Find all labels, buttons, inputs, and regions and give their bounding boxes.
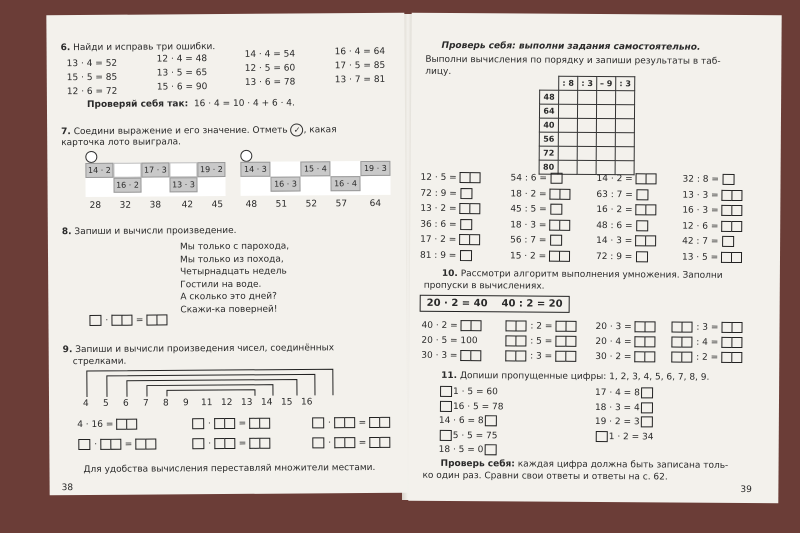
card1-mark-circle[interactable] bbox=[85, 151, 97, 163]
card2-cell: 16 · 4 bbox=[330, 176, 360, 191]
ex11-colB[interactable]: 17 · 4 = 8 18 · 3 = 4 19 · 2 = 3 1 · 2 = 34 bbox=[594, 388, 654, 442]
card2-cell: 15 · 4 bbox=[300, 161, 330, 176]
ex9-number: 15 bbox=[281, 397, 293, 408]
task-top-line1: Выполни вычисления по порядку и запиши результаты в таб- bbox=[425, 54, 721, 67]
ex7-number: 52 bbox=[305, 199, 318, 210]
ex7-number: 32 bbox=[119, 200, 132, 211]
ex9-arrows bbox=[79, 365, 369, 399]
ex9-answer-row[interactable]: · = bbox=[311, 417, 391, 430]
left-page bbox=[46, 13, 407, 495]
check-circle-icon: ✓ bbox=[291, 123, 304, 136]
check-top: Проверь себя: выполни задания самостоятельно. bbox=[441, 40, 701, 53]
table-header: : 3 bbox=[578, 76, 597, 90]
ex7-number: 48 bbox=[245, 199, 258, 210]
table-row-label: 80 bbox=[539, 160, 558, 174]
card1-cell: 13 · 3 bbox=[169, 177, 197, 192]
ex11-check: Проверь себя: каждая цифра должна быть записана толь- bbox=[440, 458, 729, 471]
ex9-number: 13 bbox=[241, 397, 253, 408]
ex11-colA[interactable]: 1 · 5 = 60 16 · 5 = 78 14 · 6 = 8 5 · 5 = 75 18 · 5 = 0 bbox=[438, 387, 504, 456]
ex10-col4[interactable]: : 3 = : 4 = : 2 = bbox=[671, 321, 743, 366]
ex9-answer-row[interactable]: · = bbox=[191, 418, 271, 431]
calc-col4[interactable]: 32 : 8 = 13 · 3 = 16 · 3 = 12 · 6 = 42 : 7 = 13 · 5 = bbox=[682, 173, 744, 266]
ex9-number: 7 bbox=[143, 398, 149, 409]
ex6-col1: 13 · 4 = 52 15 · 5 = 85 12 · 6 = 72 bbox=[66, 58, 118, 98]
card1-cell: 19 · 2 bbox=[197, 162, 225, 177]
task-top-line2: лицу. bbox=[425, 66, 452, 77]
ex9-number: 16 bbox=[301, 397, 313, 408]
ex7-number: 28 bbox=[89, 200, 102, 211]
table-row-label: 48 bbox=[540, 90, 559, 104]
ex9-answer-row[interactable]: · = bbox=[311, 437, 391, 450]
calc-col2[interactable]: 54 : 6 = 18 · 2 = 45 : 5 = 18 · 3 = 56 : 7 = 15 · 2 = bbox=[510, 171, 572, 264]
lotto-card-2 bbox=[240, 161, 390, 196]
table-row-label: 64 bbox=[539, 104, 558, 118]
table-row-label: 56 bbox=[539, 132, 558, 146]
ex7-task-line2: карточка лото выиграла. bbox=[61, 137, 182, 149]
card1-cell: 14 · 2 bbox=[85, 163, 113, 178]
ex9-number: 9 bbox=[183, 398, 189, 409]
ex10-task-line2: пропуски в вычислениях. bbox=[423, 280, 545, 292]
page-number-left: 38 bbox=[61, 483, 74, 494]
calc-col3[interactable]: 14 · 2 = 63 : 7 = 16 · 2 = 48 : 6 = 14 · 3 = 72 : 9 = bbox=[596, 172, 658, 265]
ex7-number: 38 bbox=[149, 200, 162, 211]
ex10-col2[interactable]: : 2 = : 5 = : 3 = bbox=[505, 319, 577, 364]
ex10-algorithm: 20 · 2 = 40 40 : 2 = 20 bbox=[420, 295, 570, 313]
ex6-check: Проверяй себя так: 16 · 4 = 10 · 4 + 6 · 4. bbox=[86, 98, 295, 110]
ex9-number: 12 bbox=[221, 397, 233, 409]
ex7-number: 57 bbox=[335, 199, 348, 210]
ex7-number: 64 bbox=[369, 198, 382, 210]
ex9-answer-row[interactable]: · = bbox=[77, 438, 157, 451]
ex9-number: 14 bbox=[261, 397, 273, 408]
table-header: : 8 bbox=[559, 76, 578, 90]
ex9-number: 8 bbox=[163, 398, 169, 409]
ex7-number: 51 bbox=[275, 199, 288, 210]
ex9-heading: 9. Запиши и вычисли произведения чисел, соединённых bbox=[62, 343, 335, 356]
table-header: : 3 bbox=[616, 77, 635, 91]
ex9-answer-row[interactable]: · = bbox=[191, 438, 271, 451]
right-page bbox=[408, 13, 781, 504]
ex11-check-line2: ко один раз. Сравни свои ответы и ответы на с. 62. bbox=[422, 470, 668, 483]
ex6-col2: 12 · 4 = 48 13 · 5 = 65 15 · 6 = 90 bbox=[156, 54, 208, 93]
card1-cell: 16 · 2 bbox=[113, 178, 141, 193]
ex6-heading: 6. Найди и исправь три ошибки. bbox=[60, 42, 216, 54]
ex7-heading: 7. Соедини выражение и его значение. Отметь ✓ , какая bbox=[61, 125, 337, 138]
lotto-card-1 bbox=[85, 162, 225, 197]
ex9-number: 5 bbox=[103, 398, 109, 409]
ex6-col3: 14 · 4 = 54 12 · 5 = 60 13 · 6 = 78 bbox=[244, 49, 296, 88]
ex9-number: 4 bbox=[83, 398, 89, 410]
ex10-col3[interactable]: 20 · 3 = 20 · 4 = 30 · 2 = bbox=[595, 320, 656, 365]
page-number-right: 39 bbox=[740, 485, 752, 496]
ex11-heading: 11. Допиши пропущенные цифры: 1, 2, 3, 4, 5, 6, 7, 8, 9. bbox=[441, 370, 710, 383]
card1-blank bbox=[169, 162, 197, 177]
card2-cell: 14 · 3 bbox=[240, 162, 270, 177]
card2-cell: 16 · 3 bbox=[270, 176, 300, 191]
ex10-heading: 10. Рассмотри алгоритм выполнения умножения. Заполни bbox=[441, 268, 723, 281]
ex9-example[interactable]: 4 · 16 = bbox=[77, 419, 138, 431]
table-header: – 9 bbox=[597, 77, 616, 91]
ex9-number: 6 bbox=[123, 398, 129, 409]
card1-cell: 17 · 3 bbox=[141, 162, 169, 177]
ex10-col1[interactable]: 40 · 2 = 20 · 5 = 100 30 · 3 = bbox=[421, 319, 482, 364]
ex7-number: 45 bbox=[211, 200, 224, 211]
card2-cell: 19 · 3 bbox=[360, 161, 390, 176]
ex8-poem: Мы только с парохода, Мы только из похода, Четырнадцать недель Гостили на воде. А сколько это дней? Скажи-ка поверней! bbox=[179, 241, 290, 315]
table-row-label: 72 bbox=[539, 146, 558, 160]
ex8-heading: 8. Запиши и вычисли произведение. bbox=[61, 225, 237, 238]
table-row-label: 40 bbox=[539, 118, 558, 132]
card1-blank bbox=[113, 163, 141, 178]
calc-col1[interactable]: 12 · 5 = 72 : 9 = 13 · 2 = 36 : 6 = 17 · 2 = 81 : 9 = bbox=[420, 171, 482, 264]
ex9-tip: Для удобства вычисления переставляй множители местами. bbox=[83, 462, 376, 476]
ex9-task-line2: стрелками. bbox=[72, 356, 127, 368]
ex9-number: 11 bbox=[201, 398, 213, 409]
ex6-col4: 16 · 4 = 64 17 · 5 = 85 13 · 7 = 81 bbox=[334, 46, 386, 86]
ex8-answer-boxes[interactable]: · = bbox=[88, 314, 168, 327]
calc-table bbox=[539, 76, 636, 176]
ex7-number: 42 bbox=[181, 200, 194, 211]
card2-mark-circle[interactable] bbox=[240, 150, 252, 162]
